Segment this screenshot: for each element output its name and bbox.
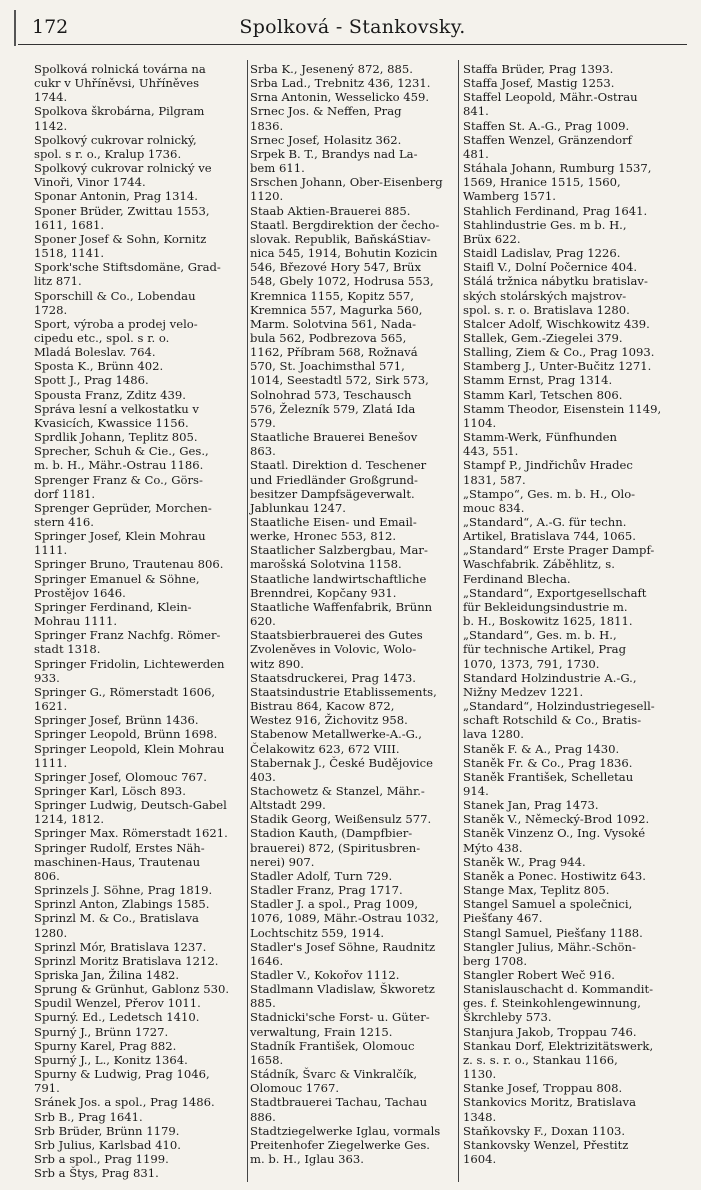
directory-line: Kremnica 1155, Kopitz 557, (250, 288, 414, 303)
directory-line: 1104. (463, 415, 497, 430)
directory-line: z. s. s. r. o., Stankau 1166, (463, 1052, 618, 1067)
directory-line: Stanjura Jakob, Troppau 746. (463, 1024, 637, 1039)
directory-line: ges. f. Steinkohlengewinnung, (463, 996, 641, 1011)
directory-line: Stamm Theodor, Eisenstein 1149, (463, 401, 662, 416)
directory-line: m. b. H., Iglau 363. (250, 1152, 364, 1167)
directory-line: cukr v Uhříněvsi, Uhříněves (34, 76, 200, 91)
column-left (34, 62, 240, 1180)
directory-line: Sport, výroba a prodej velo- (34, 316, 198, 331)
directory-line: m. b. H., Mähr.-Ostrau 1186. (34, 458, 204, 473)
directory-line: spol. s. r. o. Bratislava 1280. (463, 302, 630, 317)
directory-line: für Bekleidungsindustrie m. (463, 599, 628, 614)
directory-line: Srba K., Jesenený 872, 885. (250, 62, 413, 76)
directory-line: 863. (250, 444, 276, 459)
directory-line: Springer Ludwig, Deutsch-Gabel (34, 798, 227, 813)
directory-line: Springer Karl, Lösch 893. (34, 783, 186, 798)
directory-line: 443, 551. (463, 444, 519, 459)
directory-line: Sprdlik Johann, Teplitz 805. (34, 430, 198, 445)
directory-line: marošská Solotvina 1158. (250, 557, 402, 572)
directory-line: Staffa Brüder, Prag 1393. (463, 62, 614, 76)
directory-line: Sprenger Franz & Co., Görs- (34, 472, 203, 487)
directory-line: Springer Josef, Klein Mohrau (34, 529, 206, 544)
directory-line: Sprinzl M. & Co., Bratislava (34, 911, 199, 926)
directory-line: Sporschill & Co., Lobendau (34, 288, 196, 303)
running-head: Spolková - Stankovsky. (239, 16, 466, 38)
directory-line: Spousta Franz, Zditz 439. (34, 387, 186, 402)
directory-line: 1111. (34, 755, 68, 770)
directory-line: Stadník František, Olomouc (250, 1038, 415, 1053)
directory-line: verwaltung, Frain 1215. (250, 1024, 393, 1039)
directory-line: Staněk V., Německý-Brod 1092. (463, 812, 650, 827)
column-middle (250, 62, 454, 1166)
directory-line: Sprinzl Moritz Bratislava 1212. (34, 953, 219, 968)
directory-line: 548, Gbely 1072, Hodrusa 553, (250, 274, 434, 289)
directory-line: 620. (250, 614, 276, 629)
directory-line: 841. (463, 104, 489, 119)
directory-line: dorf 1181. (34, 486, 96, 501)
directory-line: werke, Hronec 553, 812. (250, 529, 397, 544)
directory-line: berg 1708. (463, 953, 528, 968)
directory-line: Spolková rolnická továrna na (34, 62, 206, 76)
directory-line: „Standard“, Holzindustriegesell- (463, 699, 655, 714)
directory-line: Stanislauschacht d. Kommandit- (463, 982, 654, 997)
page-edge-mark (14, 10, 16, 46)
directory-line: Spurný J., L., Konitz 1364. (34, 1052, 188, 1067)
directory-line: Brenndrei, Kopčany 931. (250, 585, 397, 600)
directory-line: 1658. (250, 1052, 284, 1067)
directory-line: Staatlicher Salzbergbau, Mar- (250, 543, 428, 558)
directory-line: 1604. (463, 1152, 497, 1167)
directory-line: 481. (463, 146, 489, 161)
directory-line: Stadlmann Vladislaw, Škworetz (250, 982, 435, 997)
directory-line: Springer Franz Nachfg. Römer- (34, 628, 221, 643)
directory-line: Piešťany 467. (463, 911, 543, 926)
directory-line: „Standard“, Exportgesellschaft (463, 585, 647, 600)
directory-line: Staatsindustrie Etablissements, (250, 684, 437, 699)
directory-line: bula 562, Podbrezova 565, (250, 330, 407, 345)
directory-line: Sránek Jos. a spol., Prag 1486. (34, 1095, 215, 1110)
directory-line: 570, St. Joachimsthal 571, (250, 359, 405, 374)
directory-line: Srnec Jos. & Neffen, Prag (250, 104, 402, 119)
directory-line: besitzer Dampfsägeverwalt. (250, 486, 415, 501)
directory-line: Altstadt 299. (250, 798, 326, 813)
directory-line: Staatl. Direktion d. Teschener (250, 458, 427, 473)
directory-line: 1646. (250, 953, 284, 968)
directory-line: bem 611. (250, 161, 305, 176)
directory-line: Sprinzl Mór, Bratislava 1237. (34, 939, 207, 954)
directory-line: 403. (250, 769, 276, 784)
directory-line: Stankau Dorf, Elektrizitätswerk, (463, 1038, 654, 1053)
directory-line: Staněk Vinzenz O., Ing. Vysoké (463, 826, 646, 841)
directory-line: 1518, 1141. (34, 246, 105, 261)
directory-line: Stahlindustrie Ges. m b. H., (463, 217, 627, 232)
directory-line: Marm. Solotvina 561, Nada- (250, 316, 417, 331)
directory-line: 791. (34, 1081, 60, 1096)
directory-line: Mladá Boleslav. 764. (34, 345, 156, 360)
directory-line: Staněk František, Schelletau (463, 769, 634, 784)
directory-line: Waschfabrik. Záběhlitz, s. (463, 557, 615, 572)
directory-line: Stadler J. a spol., Prag 1009, (250, 897, 419, 912)
directory-line: für technische Artikel, Prag (463, 642, 627, 657)
directory-line: Stankovsky Wenzel, Přestitz (463, 1137, 629, 1152)
directory-line: Stadtbrauerei Tachau, Tachau (250, 1095, 428, 1110)
directory-line: 914. (463, 783, 489, 798)
directory-line: maschinen-Haus, Trautenau (34, 854, 201, 869)
directory-line: spol. s r. o., Kralup 1736. (34, 146, 182, 161)
directory-line: Stamm-Werk, Fünfhunden (463, 430, 617, 445)
directory-line: stadt 1318. (34, 642, 101, 657)
directory-line: Spott J., Prag 1486. (34, 373, 149, 388)
directory-line: cipedu etc., spol. s r. o. (34, 330, 170, 345)
directory-line: Stanke Josef, Troppau 808. (463, 1081, 623, 1096)
directory-line: Staffel Leopold, Mähr.-Ostrau (463, 90, 638, 105)
directory-line: Artikel, Bratislava 744, 1065. (463, 529, 636, 544)
directory-line: Sposta K., Brünn 402. (34, 359, 164, 374)
directory-line: Mohrau 1111. (34, 614, 118, 629)
directory-line: Škrchleby 573. (463, 1010, 552, 1025)
directory-line: Staatl. Bergdirektion der čecho- (250, 217, 440, 232)
directory-line: Stalling, Ziem & Co., Prag 1093. (463, 345, 655, 360)
directory-line: Staatliche landwirtschaftliche (250, 571, 427, 586)
directory-line: und Friedländer Großgrund- (250, 472, 418, 487)
directory-line: 1280. (34, 925, 68, 940)
directory-line: Stangler Robert Weč 916. (463, 968, 615, 982)
directory-line: Nižny Medzev 1221. (463, 684, 584, 699)
directory-line: Stahlich Ferdinand, Prag 1641. (463, 203, 648, 218)
directory-line: Brüx 622. (463, 231, 521, 246)
directory-line: Kvasicích, Kwassice 1156. (34, 415, 189, 430)
directory-line: Stadion Kauth, (Dampfbier- (250, 826, 413, 841)
directory-line: Sponar Antonin, Prag 1314. (34, 189, 198, 204)
directory-line: brauerei) 872, (Spiritusbren- (250, 840, 421, 855)
directory-line: Staifl V., Dolní Počernice 404. (463, 260, 638, 275)
directory-line: Bistrau 864, Kacow 872, (250, 699, 395, 714)
directory-line: Staatsbierbrauerei des Gutes (250, 628, 423, 643)
directory-line: Jablunkau 1247. (250, 500, 346, 515)
directory-line: Stankovics Moritz, Bratislava (463, 1095, 636, 1110)
directory-line: Sprecher, Schuh & Cie., Ges., (34, 444, 209, 459)
directory-line: 576, Železník 579, Zlatá Ida (250, 401, 416, 416)
directory-line: Ferdinand Blecha. (463, 571, 571, 586)
directory-line: Stamm Karl, Tetschen 806. (463, 387, 623, 402)
directory-line: schaft Rotschild & Co., Bratis- (463, 713, 642, 728)
directory-line: Stachowetz & Stanzel, Mähr.- (250, 783, 425, 798)
directory-line: Stampf P., Jindřichův Hradec (463, 458, 633, 473)
directory-line: 806. (34, 868, 60, 883)
directory-line: Olomouc 1767. (250, 1081, 340, 1096)
directory-line: Springer Max. Römerstadt 1621. (34, 826, 228, 841)
directory-line: lava 1280. (463, 727, 524, 742)
directory-line: Springer Leopold, Brünn 1698. (34, 727, 218, 742)
directory-line: Stalcer Adolf, Wischkowitz 439. (463, 316, 650, 331)
directory-line: 933. (34, 670, 60, 685)
directory-line: Spurný J., Brünn 1727. (34, 1024, 169, 1039)
directory-line: 1214, 1812. (34, 812, 105, 827)
directory-line: Springer Josef, Brünn 1436. (34, 713, 199, 728)
directory-line: Staffen Wenzel, Gränzendorf (463, 132, 632, 147)
directory-line: Spolkova škrobárna, Pilgram (34, 104, 205, 119)
directory-line: „Standard“, Ges. m. b. H., (463, 628, 617, 643)
directory-line: Sprung & Grünhut, Gablonz 530. (34, 982, 230, 997)
directory-columns (0, 62, 701, 1182)
directory-line: Stadtziegelwerke Iglau, vormals (250, 1123, 441, 1138)
directory-line: 1831, 587. (463, 472, 526, 487)
directory-line: Spurny & Ludwig, Prag 1046, (34, 1067, 210, 1082)
directory-line: Prostějov 1646. (34, 585, 126, 600)
directory-line: Staab Aktien-Brauerei 885. (250, 203, 411, 218)
directory-line: Staatliche Eisen- und Email- (250, 515, 417, 529)
directory-line: Sprenger Geprüder, Morchen- (34, 500, 212, 515)
directory-line: Staněk W., Prag 944. (463, 854, 586, 869)
directory-line: Srb Julius, Karlsbad 410. (34, 1137, 181, 1152)
directory-line: „Standard“, A.-G. für techn. (463, 515, 627, 529)
directory-line: Standard Holzindustrie A.-G., (463, 670, 637, 685)
directory-line: Springer Rudolf, Erstes Näh- (34, 840, 205, 855)
directory-line: Srb a spol., Prag 1199. (34, 1152, 169, 1167)
directory-line: Stangl Samuel, Piešťany 1188. (463, 925, 643, 940)
directory-line: Stallek, Gem.-Ziegelei 379. (463, 330, 623, 345)
directory-line: Stadler Adolf, Turn 729. (250, 868, 393, 883)
directory-line: Srba Lad., Trebnitz 436, 1231. (250, 76, 431, 91)
directory-line: ských stolárských majstrov- (463, 288, 627, 303)
directory-line: Stáhala Johann, Rumburg 1537, (463, 161, 652, 176)
directory-line: Mýto 438. (463, 840, 523, 855)
directory-line: 1621. (34, 699, 68, 714)
directory-line: Staffa Josef, Mastig 1253. (463, 76, 615, 91)
directory-line: Srpek B. T., Brandys nad La- (250, 146, 418, 161)
directory-line: Zvoleněves in Volovic, Wolo- (250, 642, 417, 657)
directory-line: Stadik Georg, Weißensulz 577. (250, 812, 432, 827)
directory-line: 1111. (34, 543, 68, 558)
directory-line: 1130. (463, 1067, 497, 1082)
directory-line: Spolkový cukrovar rolnický, (34, 132, 197, 147)
directory-line: witz 890. (250, 656, 304, 671)
directory-line: Springer Bruno, Trautenau 806. (34, 557, 224, 572)
directory-line: Springer Ferdinand, Klein- (34, 599, 192, 614)
directory-line: Springer Emanuel & Söhne, (34, 571, 200, 586)
directory-line: Stabenow Metallwerke-A.-G., (250, 727, 422, 742)
directory-line: 1070, 1373, 791, 1730. (463, 656, 600, 671)
directory-line: Správa lesní a velkostatku v (34, 401, 199, 416)
directory-line: Solnohrad 573, Teschausch (250, 387, 412, 402)
directory-line: Stange Max, Teplitz 805. (463, 883, 610, 898)
directory-line: Stadler's Josef Söhne, Raudnitz (250, 939, 436, 954)
directory-line: 1014, Seestadtl 572, Sirk 573, (250, 373, 429, 388)
directory-line: Srb B., Prag 1641. (34, 1109, 143, 1124)
directory-line: Stamberg J., Unter-Bučitz 1271. (463, 359, 652, 374)
directory-line: Srnec Josef, Holasitz 362. (250, 132, 402, 147)
directory-line: Springer G., Römerstadt 1606, (34, 684, 216, 699)
directory-line: Staněk F. & A., Prag 1430. (463, 741, 620, 756)
directory-line: Spork'sche Stiftsdomäne, Grad- (34, 260, 221, 275)
directory-line: 1836. (250, 118, 284, 133)
directory-line: Stadler Franz, Prag 1717. (250, 883, 403, 898)
directory-line: Spudil Wenzel, Přerov 1011. (34, 996, 201, 1011)
directory-line: Srb a Štys, Prag 831. (34, 1166, 159, 1181)
directory-line: „Standard“ Erste Prager Dampf- (463, 543, 655, 558)
directory-line: Preitenhofer Ziegelwerke Ges. (250, 1137, 430, 1152)
directory-line: 1569, Hranice 1515, 1560, (463, 175, 621, 190)
page-number: 172 (32, 16, 69, 38)
directory-line: Kremnica 557, Magurka 560, (250, 302, 423, 317)
directory-line: Sprinzl Anton, Zlabings 1585. (34, 897, 210, 912)
directory-line: Srna Antonin, Wesselicko 459. (250, 90, 430, 105)
directory-line: 1728. (34, 302, 68, 317)
directory-line: 1744. (34, 90, 68, 105)
directory-line: 1142. (34, 118, 68, 133)
directory-line: Stadnicki'sche Forst- u. Güter- (250, 1010, 430, 1025)
directory-line: Staatliche Waffenfabrik, Brünn (250, 599, 433, 614)
directory-line: Srb Brüder, Brünn 1179. (34, 1123, 180, 1138)
directory-line: Stálá tržnica nábytku bratislav- (463, 274, 648, 289)
directory-line: Spriska Jan, Žilina 1482. (34, 968, 180, 982)
directory-line: 885. (250, 996, 276, 1011)
directory-line: Spurny Karel, Prag 882. (34, 1038, 177, 1053)
directory-line: 579. (250, 415, 276, 430)
directory-line: Srschen Johann, Ober-Eisenberg (250, 175, 443, 190)
directory-line: 1162, Příbram 568, Rožnavá (250, 345, 418, 360)
directory-line: Stanek Jan, Prag 1473. (463, 798, 599, 813)
directory-line: slovak. Republik, BaňskáStiav- (250, 231, 431, 246)
directory-line: Lochtschitz 559, 1914. (250, 925, 385, 940)
directory-line: Staněk Fr. & Co., Prag 1836. (463, 755, 633, 770)
directory-line: stern 416. (34, 515, 94, 529)
directory-line: litz 871. (34, 274, 82, 289)
directory-line: nerei) 907. (250, 854, 315, 869)
directory-line: Stangler Julius, Mähr.-Schön- (463, 939, 636, 954)
directory-line: Westez 916, Žichovitz 958. (250, 713, 408, 728)
directory-line: 886. (250, 1109, 276, 1124)
page-header (18, 14, 687, 45)
directory-line: Sprinzels J. Söhne, Prag 1819. (34, 883, 213, 898)
directory-line: Staněk a Ponec. Hostiwitz 643. (463, 868, 646, 883)
directory-line: Staatsdruckerei, Prag 1473. (250, 670, 416, 685)
directory-line: mouc 834. (463, 500, 525, 515)
directory-line: 1076, 1089, Mähr.-Ostrau 1032, (250, 911, 439, 926)
directory-line: Staňkovsky F., Doxan 1103. (463, 1123, 626, 1138)
directory-line: Stabernak J., České Budějovice (250, 755, 433, 770)
column-right (463, 62, 677, 1166)
directory-line: nica 545, 1914, Bohutin Kozicin (250, 246, 438, 261)
directory-line: Sponer Josef & Sohn, Kornitz (34, 231, 207, 246)
directory-line: Springer Josef, Olomouc 767. (34, 769, 207, 784)
directory-line: Springer Fridolin, Lichtewerden (34, 656, 225, 671)
directory-line: Čelakowitz 623, 672 VIII. (250, 741, 400, 756)
directory-line: 546, Březové Hory 547, Brüx (250, 260, 422, 275)
directory-line: Staffen St. A.-G., Prag 1009. (463, 118, 630, 133)
directory-line: Staidl Ladislav, Prag 1226. (463, 246, 621, 261)
directory-line: Vinoři, Vinor 1744. (34, 175, 146, 190)
directory-line: Stádník, Švarc & Vinkralčík, (250, 1067, 418, 1082)
directory-line: Springer Leopold, Klein Mohrau (34, 741, 225, 756)
directory-line: 1348. (463, 1109, 497, 1124)
directory-line: Staatliche Brauerei Benešov (250, 430, 418, 445)
directory-line: 1611, 1681. (34, 217, 105, 232)
directory-line: 1120. (250, 189, 284, 204)
directory-line: b. H., Boskowitz 1625, 1811. (463, 614, 633, 629)
directory-line: Stangel Samuel a společnici, (463, 897, 633, 912)
directory-line: Spolkový cukrovar rolnický ve (34, 161, 212, 176)
directory-line: Wamberg 1571. (463, 189, 556, 204)
directory-line: Stamm Ernst, Prag 1314. (463, 373, 613, 388)
directory-line: Stadler V., Kokořov 1112. (250, 968, 400, 982)
directory-line: „Stampo“, Ges. m. b. H., Olo- (463, 486, 636, 501)
directory-line: Sponer Brüder, Zwittau 1553, (34, 203, 210, 218)
directory-line: Spurný. Ed., Ledetsch 1410. (34, 1010, 200, 1025)
